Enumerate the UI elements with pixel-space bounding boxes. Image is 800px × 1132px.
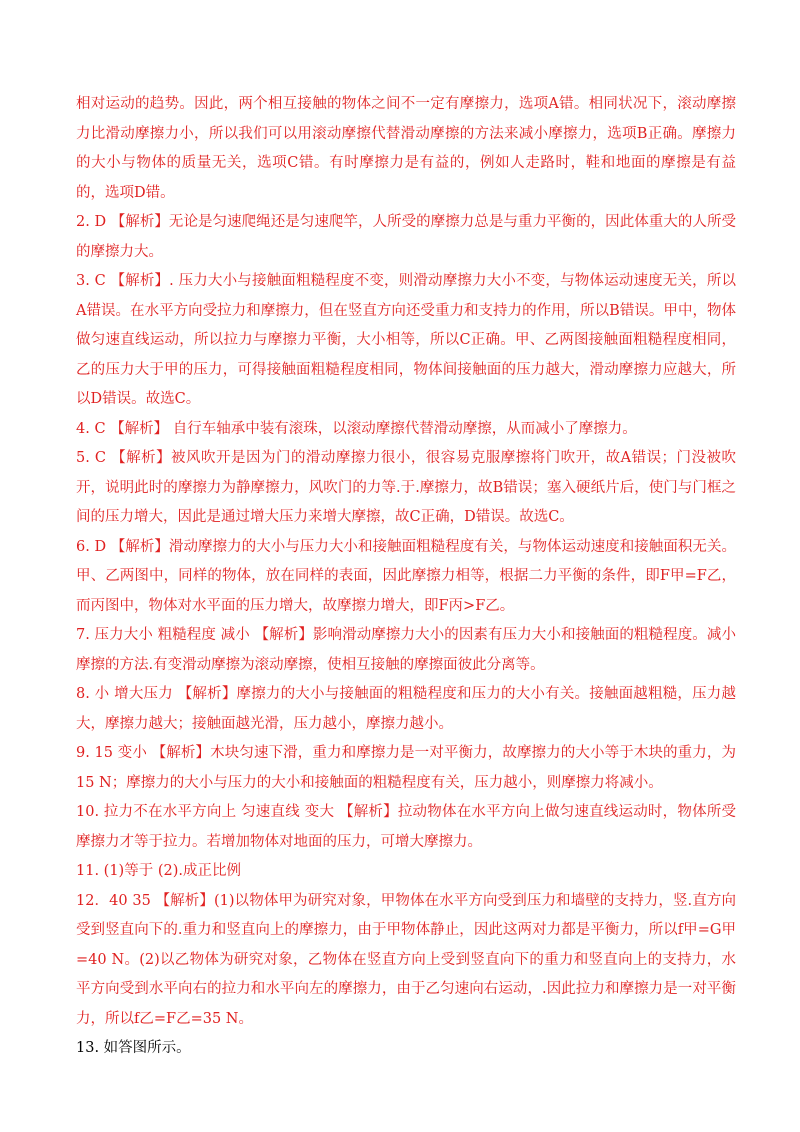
answer-item-10: 10. 拉力不在水平方向上 匀速直线 变大 【解析】拉动物体在水平方向上做匀速直线运动时，物体所受摩擦力才等于拉力。若增加物体对地面的压力，可增大摩擦力。 [76,804,736,850]
answer-item-9: 9. 15 变小 【解析】木块匀速下滑，重力和摩擦力是一对平衡力，故摩擦力的大小等于木块的重力，为15 N；摩擦力的大小与压力的大小和接触面的粗糙程度有关，压力越小，则摩擦力将减小。 [76,745,736,791]
answer-item-3: 3. C 【解析】. 压力大小与接触面粗糙程度不变，则滑动摩擦力大小不变，与物体运动速度无关，所以A错误。在水平方向受拉力和摩擦力，但在竖直方向还受重力和支持力的作用，所以B错误。甲中，物体做匀速直线运动，所以拉力与摩擦力平衡，大小相等，所以C正确。甲、乙两图接触面粗糙程度相同，乙的压力大于甲的压力，可得接触面粗糙程度相同，物体间接触面的压力越大，滑动摩擦力应越大，所以D错误。故选C。 [76,273,736,407]
answer-item-11: 11. (1)等于 (2).成正比例 [76,863,241,879]
answer-page [76,90,736,1064]
answer-item-7: 7. 压力大小 粗糙程度 减小 【解析】影响滑动摩擦力大小的因素有压力大小和接触面的粗糙程度。减小摩擦的方法.有变滑动摩擦为滚动摩擦，使相互接触的摩擦面彼此分离等。 [76,627,736,673]
answer-item-4: 4. C 【解析】 自行车轴承中装有滚珠，以滚动摩擦代替滑动摩擦，从而减小了摩擦力。 [76,420,637,437]
answer-item-8: 8. 小 增大压力 【解析】摩擦力的大小与接触面的粗糙程度和压力的大小有关。接触面越粗糙，压力越大，摩擦力越大；接触面越光滑，压力越小，摩擦力越小。 [76,686,736,732]
answer-item-2: 2. D 【解析】无论是匀速爬绳还是匀速爬竿，人所受的摩擦力总是与重力平衡的，因此体重大的人所受的摩擦力大。 [76,214,736,260]
answer-item-13: 13. 如答图所示。 [76,1040,191,1056]
answer-item-5: 5. C 【解析】被风吹开是因为门的滑动摩擦力很小，很容易克服摩擦将门吹开，故A错误；门没被吹开，说明此时的摩擦力为静摩擦力，风吹门的力等.于.摩擦力，故B错误；塞入硬纸片后，使门与门框之间的压力增大，因此是通过增大压力来增大摩擦，故C正确，D错误。故选C。 [76,450,736,525]
answer-item-6: 6. D 【解析】滑动摩擦力的大小与压力大小和接触面粗糙程度有关，与物体运动速度和接触面积无关。甲、乙两图中，同样的物体，放在同样的表面，因此摩擦力相等，根据二力平衡的条件，即F甲=F乙，而丙图中，物体对水平面的压力增大，故摩擦力增大，即F丙>F乙。 [76,538,736,614]
answer-item-12: 12．40 35 【解析】(1)以物体甲为研究对象，甲物体在水平方向受到压力和墙壁的支持力，竖.直方向受到竖直向下的.重力和竖直向上的摩擦力，由于甲物体静止，因此这两对力都是平衡力，所以f甲=G甲=40 N。(2)以乙物体为研究对象，乙物体在竖直方向上受到竖直向下的重力和竖直向上的支持力，水平方向受到水平向右的拉力和水平向左的摩擦力，由于乙匀速向右运动，.因此拉力和摩擦力是一对平衡力，所以f乙=F乙=35 N。 [76,892,736,1027]
answer-paragraph-1-continuation: 相对运动的趋势。因此，两个相互接触的物体之间不一定有摩擦力，选项A错。相同状况下，滚动摩擦力比滑动摩擦力小，所以我们可以用滚动摩擦代替滑动摩擦的方法来减小摩擦力，选项B正确。摩擦力的大小与物体的质量无关，选项C错。有时摩擦力是有益的，例如人走路时，鞋和地面的摩擦是有益的，选项D错。 [76,96,736,201]
